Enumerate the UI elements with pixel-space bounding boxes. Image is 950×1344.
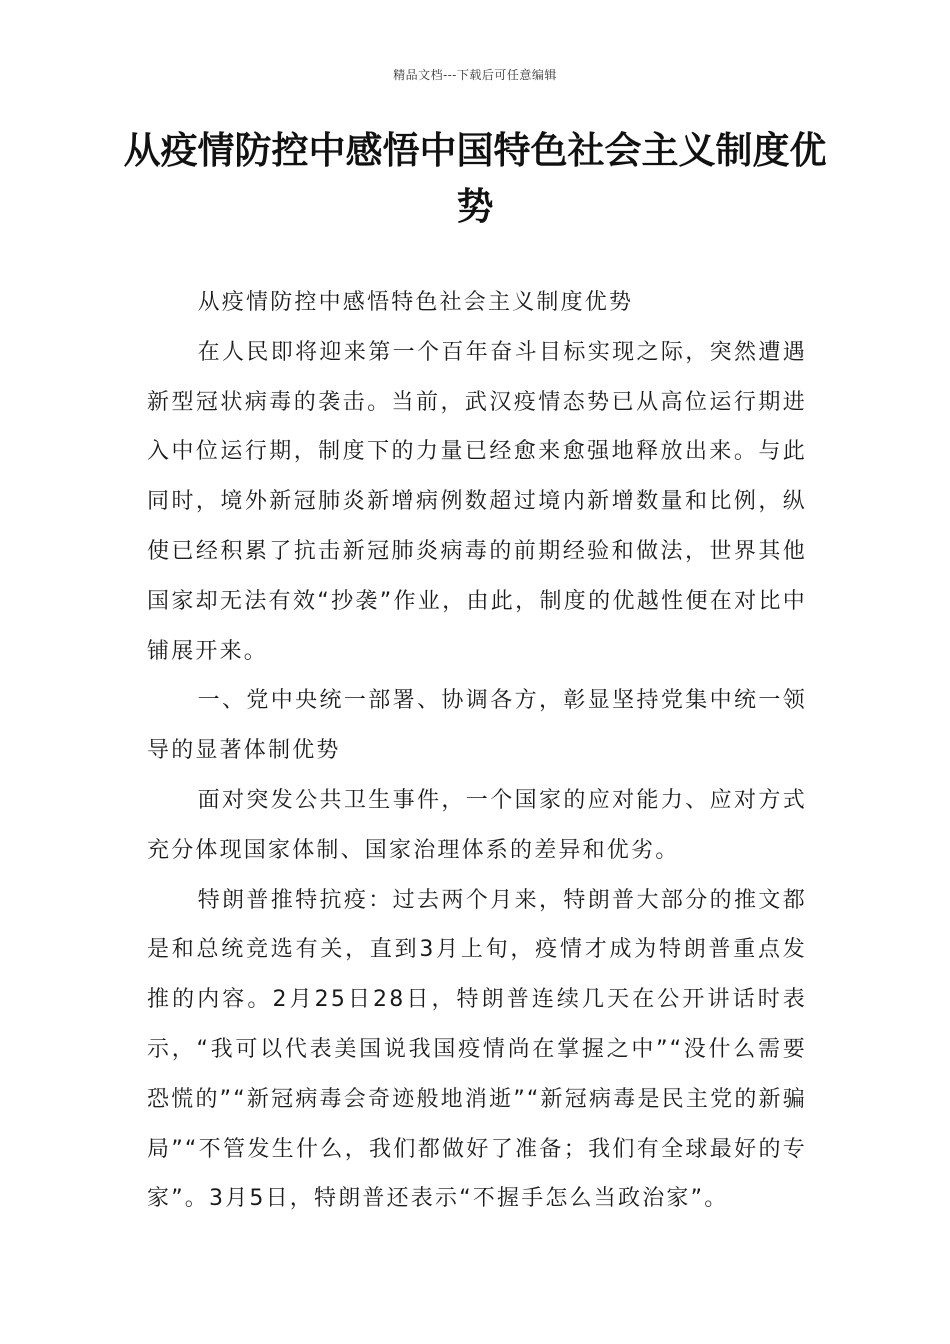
subtitle-paragraph: 从疫情防控中感悟特色社会主义制度优势 <box>197 290 634 315</box>
header-note: 精品文档---下载后可任意编辑 <box>393 68 557 82</box>
document-title: 从疫情防控中感悟中国特色社会主义制度优势 <box>123 128 827 228</box>
body-paragraph: 在人民即将迎来第一个百年奋斗目标实现之际，突然遭遇新型冠状病毒的袭击。当前，武汉疫情态势已从高位运行期进入中位运行期，制度下的力量已经愈来愈强地释放出来。与此同时，境外新冠肺炎新增病例数超过境内新增数量和比例，纵使已经积累了抗击新冠肺炎病毒的前期经验和做法，世界其他国家却无法有效“抄袭”作业，由此，制度的优越性便在对比中铺展开来。 <box>147 339 807 664</box>
body-paragraph: 特朗普推特抗疫：过去两个月来，特朗普大部分的推文都是和总统竞选有关，直到3月上旬，疫情才成为特朗普重点发推的内容。2月25日28日，特朗普连续几天在公开讲话时表示，“我可以代表美国说我国疫情尚在掌握之中”“没什么需要恐慌的”“新冠病毒会奇迹般地消逝”“新冠病毒是民主党的新骗局”“不管发生什么，我们都做好了准备；我们有全球最好的专家”。3月5日，特朗普还表示“不握手怎么当政治家”。 <box>147 887 807 1212</box>
body-paragraph: 面对突发公共卫生事件，一个国家的应对能力、应对方式充分体现国家体制、国家治理体系的差异和优劣。 <box>147 787 807 863</box>
section-heading-paragraph: 一、党中央统一部署、协调各方，彰显坚持党集中统一领导的显著体制优势 <box>147 688 807 764</box>
document-body <box>147 278 807 1224</box>
